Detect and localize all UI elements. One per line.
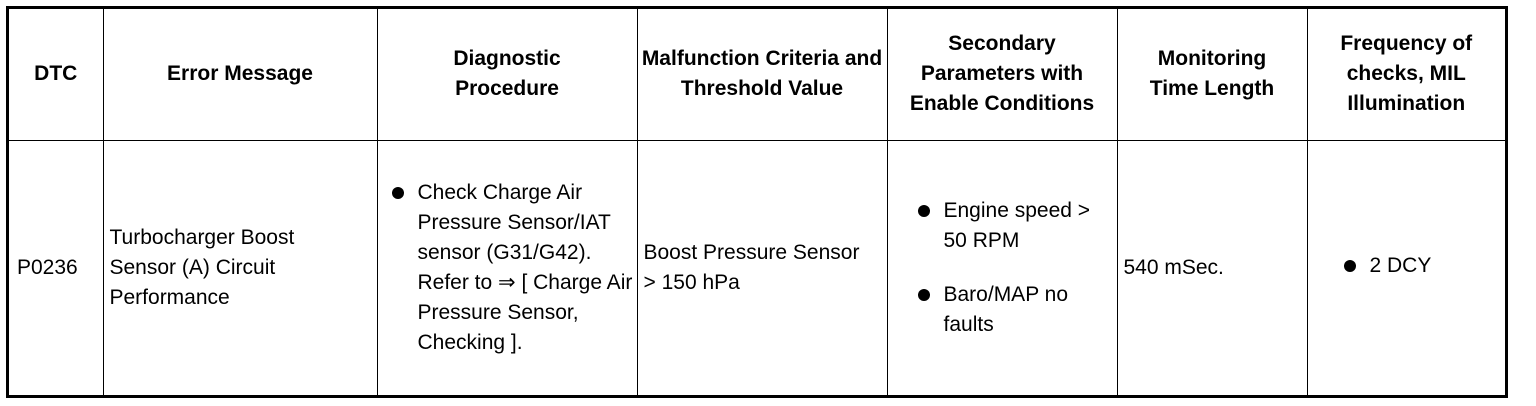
cell-malfunction-criteria: Boost Pressure Sensor > 150 hPa	[637, 140, 887, 395]
cell-frequency	[1307, 140, 1505, 395]
bullet-icon	[918, 205, 930, 217]
cell-secondary-parameters	[887, 140, 1117, 395]
header-dtc: DTC	[9, 9, 103, 140]
table-header-row	[9, 9, 1505, 140]
header-monitoring-time: Monitoring Time Length	[1117, 9, 1307, 140]
header-frequency: Frequency of checks, MIL Illumination	[1307, 9, 1505, 140]
cell-diagnostic-procedure	[377, 140, 637, 395]
list-item: Engine speed > 50 RPM	[904, 196, 1107, 256]
header-diagnostic-procedure: Diagnostic Procedure	[377, 9, 637, 140]
cell-dtc: P0236	[9, 140, 103, 395]
cell-monitoring-time: 540 mSec.	[1117, 140, 1307, 395]
list-item: Check Charge Air Pressure Sensor/IAT sensor (G31/G42). Refer to ⇒ [ Charge Air Pressure Sensor, Checking ].	[378, 178, 633, 358]
header-error-message: Error Message	[103, 9, 377, 140]
list-item: 2 DCY	[1330, 251, 1502, 281]
header-malfunction-criteria: Malfunction Criteria and Threshold Value	[637, 9, 887, 140]
header-secondary-parameters: Secondary Parameters with Enable Conditions	[887, 9, 1117, 140]
table-row	[9, 140, 1505, 395]
bullet-icon	[1344, 260, 1356, 272]
list-item: Baro/MAP no faults	[904, 280, 1107, 340]
cell-error-message: Turbocharger Boost Sensor (A) Circuit Performance	[103, 140, 377, 395]
bullet-icon	[918, 289, 930, 301]
dtc-table	[9, 9, 1505, 395]
dtc-table-frame	[6, 6, 1508, 398]
bullet-icon	[392, 187, 404, 199]
